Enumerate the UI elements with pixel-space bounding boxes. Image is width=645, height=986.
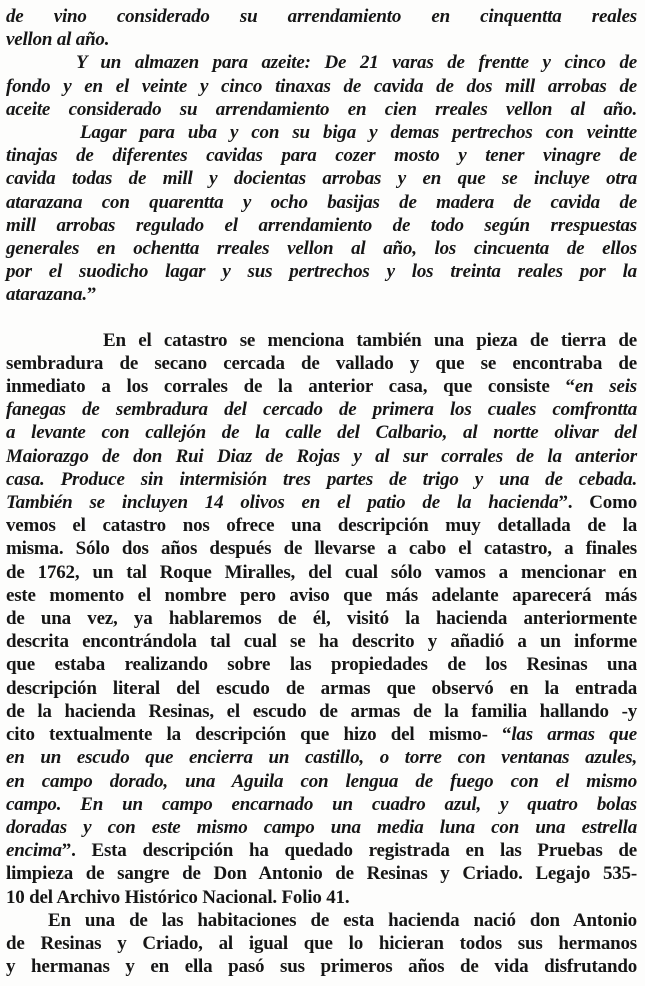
text-line-1 xyxy=(6,5,637,28)
text-line-18 xyxy=(6,421,637,444)
quoted-italic-text: generales en ochentta rreales vellon al año, los cincuenta de ellos xyxy=(6,238,637,260)
body-roman-text: descripción literal del escudo de armas que observó en la entrada xyxy=(6,677,637,699)
text-line-37 xyxy=(6,862,637,885)
body-roman-text: inmediato a los corrales de la anterior casa, que consiste “ xyxy=(6,376,575,398)
quoted-italic-text: por el suodicho lagar y sus pertrechos y los treinta reales por la xyxy=(6,261,637,283)
text-line-32 xyxy=(6,746,637,769)
text-line-14 xyxy=(6,329,637,352)
text-line-30 xyxy=(6,700,637,723)
body-roman-text: que estaba realizando sobre las propiedades de los Resinas una xyxy=(6,654,637,676)
text-line-13 xyxy=(6,283,637,306)
quoted-italic-text: en campo dorado, una Aguila con lengua de fuego con el mismo xyxy=(6,770,637,792)
text-line-26 xyxy=(6,607,637,630)
text-line-36 xyxy=(6,839,637,862)
quoted-italic-text: fondo y en el veinte y cinco tinaxas de cavida de dos mill arrobas de xyxy=(6,75,637,97)
body-roman-text: En el catastro se menciona también una pieza de tierra de xyxy=(103,329,637,351)
quoted-italic-text: mill arrobas regulado el arrendamiento de todo según rrespuestas xyxy=(6,214,637,236)
text-line-7 xyxy=(6,144,637,167)
quoted-italic-text: de vino considerado su arrendamiento en cinquentta reales xyxy=(6,6,637,27)
text-line-39 xyxy=(6,909,637,932)
text-line-5 xyxy=(6,98,637,121)
quoted-italic-text: las armas que xyxy=(511,724,637,746)
text-line-6 xyxy=(6,121,637,144)
text-line-4 xyxy=(6,75,637,98)
text-line-40 xyxy=(6,932,637,955)
quoted-italic-text: doradas y con este mismo campo una media luna con una estrella xyxy=(6,816,637,838)
quoted-italic-text: encima xyxy=(6,840,62,862)
text-line-20 xyxy=(6,468,637,491)
quoted-italic-text: Maiorazgo de don Rui Diaz de Rojas y al sur corrales de la anterior xyxy=(6,445,637,467)
text-line-24 xyxy=(6,561,637,584)
text-line-31 xyxy=(6,723,637,746)
quoted-italic-text: en seis xyxy=(574,376,637,398)
text-line-23 xyxy=(6,537,637,560)
body-roman-text: este momento el nombre pero aviso que más adelante aparecerá más xyxy=(6,584,637,606)
quoted-italic-text: en un escudo que encierra un castillo, o torre con ventanas azules, xyxy=(6,747,637,769)
text-line-3 xyxy=(6,51,637,74)
body-roman-text: ”. Como xyxy=(558,492,638,514)
text-line-38 xyxy=(6,886,637,909)
text-line-41 xyxy=(6,955,637,978)
quoted-italic-text: cavida todas de mill y docientas arrobas y en que se incluye otra xyxy=(6,168,637,190)
text-line-12 xyxy=(6,260,637,283)
body-roman-text: de la hacienda Resinas, el escudo de armas de la familia hallando -y xyxy=(6,700,637,722)
body-roman-text: limpieza de sangre de Don Antonio de Resinas y Criado. Legajo 535- xyxy=(6,863,637,885)
quoted-italic-text: a levante con callejón de la calle del Calbario, al nortte olivar del xyxy=(6,422,637,444)
text-line-28 xyxy=(6,653,637,676)
quoted-italic-text: Y un almazen para azeite: De 21 varas de frentte y cinco de xyxy=(76,52,637,74)
text-line-16 xyxy=(6,375,637,398)
body-roman-text: y hermanas y en ella pasó sus primeros años de vida disfrutando xyxy=(6,956,637,978)
text-line-21 xyxy=(6,491,637,514)
quoted-italic-text: atarazana. xyxy=(6,284,87,306)
body-roman-text: ” xyxy=(86,284,97,306)
text-block xyxy=(6,5,637,978)
text-line-29 xyxy=(6,677,637,700)
quoted-italic-text: casa. Produce sin intermisión tres partes de trigo y una de cebada. xyxy=(6,468,637,490)
text-line-9 xyxy=(6,191,637,214)
text-line-33 xyxy=(6,770,637,793)
text-line-34 xyxy=(6,793,637,816)
text-line-15 xyxy=(6,352,637,375)
body-roman-text: misma. Sólo dos años después de llevarse a cabo el catastro, a finales xyxy=(6,538,637,560)
text-line-22 xyxy=(6,514,637,537)
quoted-italic-text: vellon al año. xyxy=(6,29,110,51)
text-line-19 xyxy=(6,445,637,468)
text-line-10 xyxy=(6,214,637,237)
body-roman-text: de 1762, un tal Roque Miralles, del cual sólo vamos a mencionar en xyxy=(6,561,637,583)
text-line-25 xyxy=(6,584,637,607)
quoted-italic-text: aceite considerado su arrendamiento en cien rreales vellon al año. xyxy=(6,98,637,120)
quoted-italic-text: fanegas de sembradura del cercado de primera los cuales comfrontta xyxy=(6,399,637,421)
body-roman-text: sembradura de secano cercada de vallado y que se encontraba de xyxy=(6,352,637,374)
body-roman-text: cito textualmente la descripción que hizo del mismo- “ xyxy=(6,724,512,746)
quoted-italic-text: campo. En un campo encarnado un cuadro azul, y quatro bolas xyxy=(6,793,637,815)
body-roman-text: ”. Esta descripción ha quedado registrada en las Pruebas de xyxy=(61,840,637,862)
text-line-35 xyxy=(6,816,637,839)
quoted-italic-text: tinajas de diferentes cavidas para cozer mosto y tener vinagre de xyxy=(6,145,637,167)
text-line-2 xyxy=(6,28,637,51)
body-roman-text: de una vez, ya hablaremos de él, visitó la hacienda anteriormente xyxy=(6,608,637,630)
text-line-8 xyxy=(6,167,637,190)
quoted-italic-text: También se incluyen 14 olivos en el patio de la hacienda xyxy=(6,492,559,514)
body-roman-text: En una de las habitaciones de esta hacienda nació don Antonio xyxy=(48,909,637,931)
quoted-italic-text: atarazana con quarentta y ocho basijas de madera de cavida de xyxy=(6,191,637,213)
body-roman-text: vemos el catastro nos ofrece una descripción muy detallada de la xyxy=(6,515,637,537)
text-line-27 xyxy=(6,630,637,653)
body-roman-text: de Resinas y Criado, al igual que lo hicieran todos sus hermanos xyxy=(6,932,637,954)
quoted-italic-text: Lagar para uba y con su biga y demas pertrechos con veintte xyxy=(80,122,637,144)
text-line-17 xyxy=(6,398,637,421)
text-line-11 xyxy=(6,237,637,260)
body-roman-text: descrita encontrándola tal cual se ha descrito y añadió a un informe xyxy=(6,631,637,653)
body-roman-text: 10 del Archivo Histórico Nacional. Folio 41. xyxy=(6,886,350,908)
